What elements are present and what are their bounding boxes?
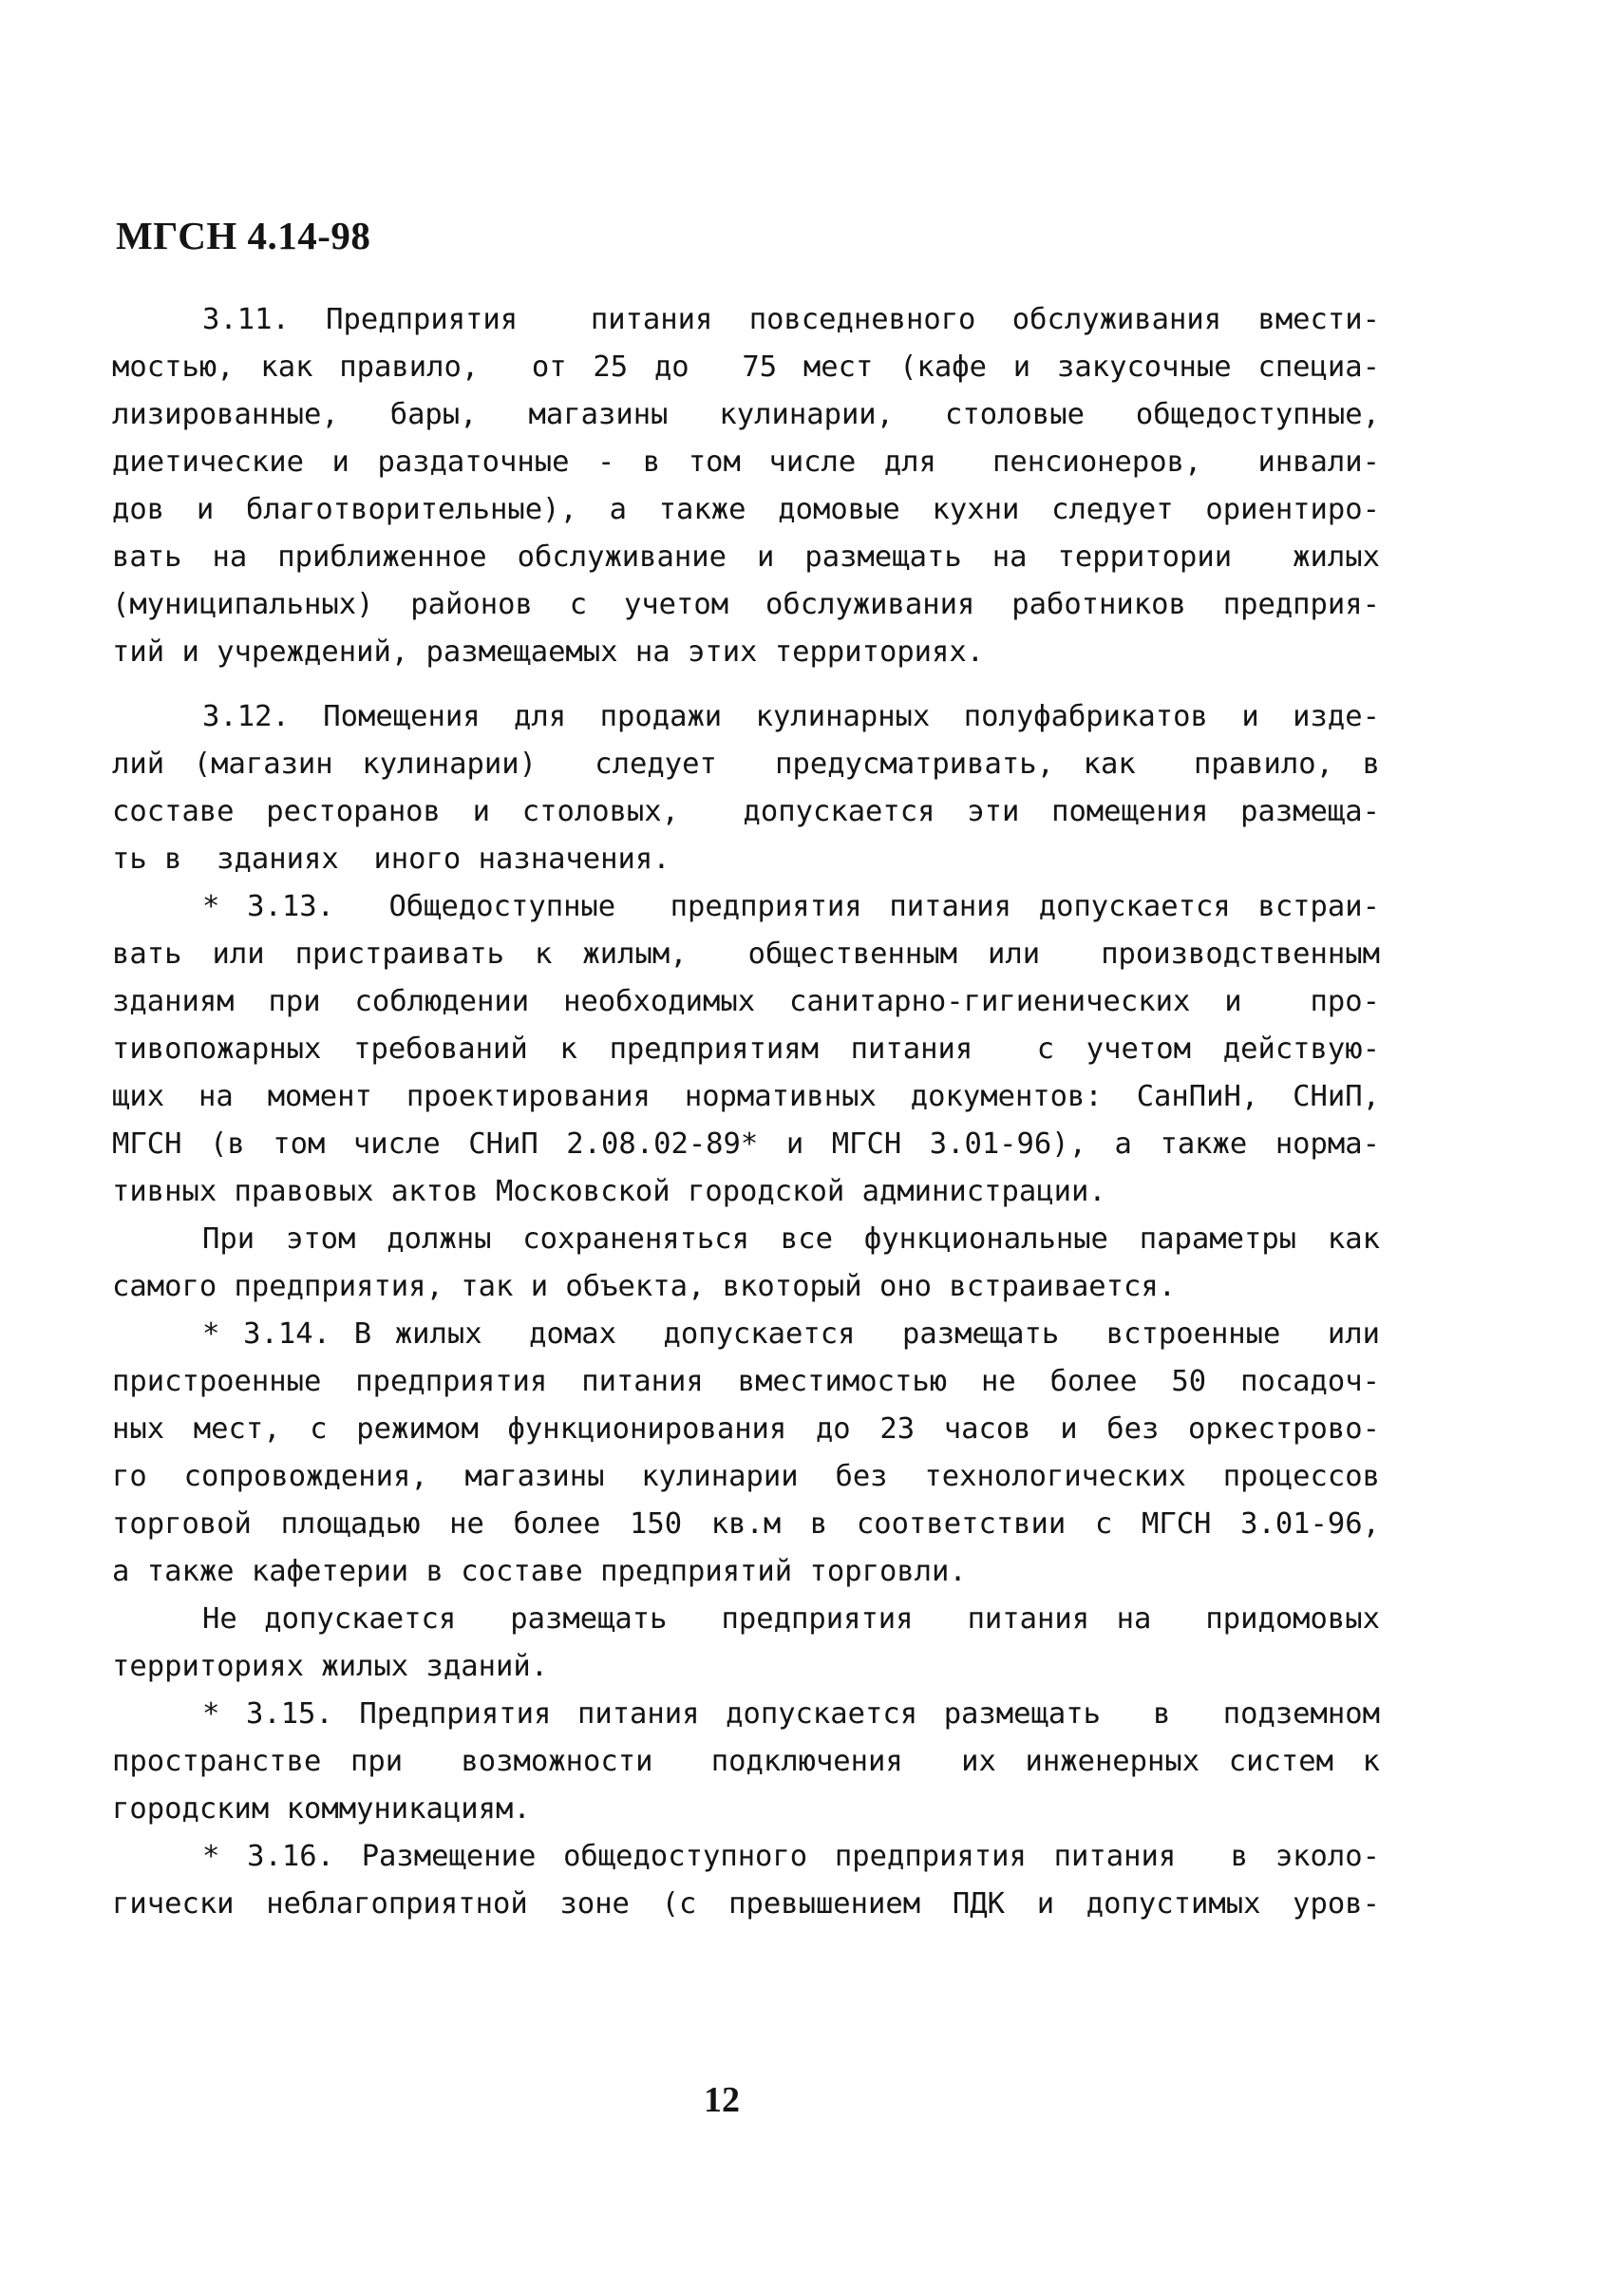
text-line: составе ресторанов и столовых, допускается эти помещения размеща- bbox=[112, 795, 1380, 828]
paragraph-3-14 bbox=[112, 1311, 1380, 1596]
text-line: Не допускается размещать предприятия питания на придомовых bbox=[202, 1602, 1380, 1636]
paragraph-3-14-continued bbox=[112, 1596, 1380, 1691]
paragraph-3-11 bbox=[112, 296, 1380, 676]
text-line: тий и учреждений, размещаемых на этих территориях. bbox=[112, 635, 985, 669]
text-line: 3.11. Предприятия питания повседневного обслуживания вмести- bbox=[202, 303, 1380, 336]
text-line: самого предприятия, так и объекта, вкоторый оно встраивается. bbox=[112, 1270, 1177, 1303]
text-line: лизированные, бары, магазины кулинарии, столовые общедоступные, bbox=[112, 398, 1380, 431]
paragraph-3-15 bbox=[112, 1691, 1380, 1833]
text-line: МГСН (в том числе СНиП 2.08.02-89* и МГСН 3.01-96), а также норма- bbox=[112, 1127, 1380, 1161]
paragraph-3-13-continued bbox=[112, 1216, 1380, 1311]
text-line: * 3.13. Общедоступные предприятия питания допускается встраи- bbox=[202, 890, 1380, 923]
paragraph-3-12 bbox=[112, 693, 1380, 883]
text-line: зданиям при соблюдении необходимых санитарно-гигиенических и про- bbox=[112, 985, 1380, 1018]
text-line: гически неблагоприятной зоне (с превышением ПДК и допустимых уров- bbox=[112, 1887, 1380, 1921]
text-line: пристроенные предприятия питания вместимостью не более 50 посадоч- bbox=[112, 1365, 1380, 1398]
text-line: лий (магазин кулинарии) следует предусматривать, как правило, в bbox=[112, 748, 1380, 781]
text-line: тивных правовых актов Московской городской администрации. bbox=[112, 1175, 1106, 1208]
text-line: территориях жилых зданий. bbox=[112, 1650, 549, 1683]
text-line: ть в зданиях иного назначения. bbox=[112, 843, 670, 876]
text-line: * 3.15. Предприятия питания допускается размещать в подземном bbox=[202, 1697, 1380, 1731]
text-line: го сопровождения, магазины кулинарии без технологических процессов bbox=[112, 1460, 1380, 1493]
text-line: (муниципальных) районов с учетом обслуживания работников предприя- bbox=[112, 588, 1380, 621]
text-line: тивопожарных требований к предприятиям питания с учетом действую- bbox=[112, 1032, 1380, 1066]
body-text bbox=[112, 296, 1380, 1928]
text-line: ных мест, с режимом функционирования до 23 часов и без оркестрово- bbox=[112, 1412, 1380, 1446]
text-line: мостью, как правило, от 25 до 75 мест (кафе и закусочные специа- bbox=[112, 350, 1380, 384]
text-line: вать или пристраивать к жилым, общественным или производственным bbox=[112, 937, 1380, 971]
text-line: городским коммуникациям. bbox=[112, 1792, 531, 1826]
text-line: торговой площадью не более 150 кв.м в соответствии с МГСН 3.01-96, bbox=[112, 1507, 1380, 1541]
text-line: а также кафетерии в составе предприятий торговли. bbox=[112, 1555, 967, 1588]
paragraph-3-13 bbox=[112, 883, 1380, 1216]
text-line: 3.12. Помещения для продажи кулинарных полуфабрикатов и изде- bbox=[202, 700, 1380, 733]
text-line: вать на приближенное обслуживание и размещать на территории жилых bbox=[112, 540, 1380, 574]
text-line: При этом должны сохраненяться все функциональные параметры как bbox=[202, 1222, 1380, 1256]
document-code: МГСН 4.14-98 bbox=[116, 214, 371, 257]
paragraph-3-16 bbox=[112, 1833, 1380, 1928]
text-line: * 3.14. В жилых домах допускается размещать встроенные или bbox=[202, 1317, 1380, 1351]
text-line: диетические и раздаточные - в том числе для пенсионеров, инвали- bbox=[112, 445, 1380, 479]
text-line: дов и благотворительные), а также домовые кухни следует ориентиро- bbox=[112, 493, 1380, 526]
text-line: * 3.16. Размещение общедоступного предприятия питания в эколо- bbox=[202, 1840, 1380, 1873]
text-line: пространстве при возможности подключения их инженерных систем к bbox=[112, 1745, 1380, 1778]
text-line: щих на момент проектирования нормативных документов: СанПиН, СНиП, bbox=[112, 1080, 1380, 1113]
page-number: 12 bbox=[704, 2080, 740, 2120]
